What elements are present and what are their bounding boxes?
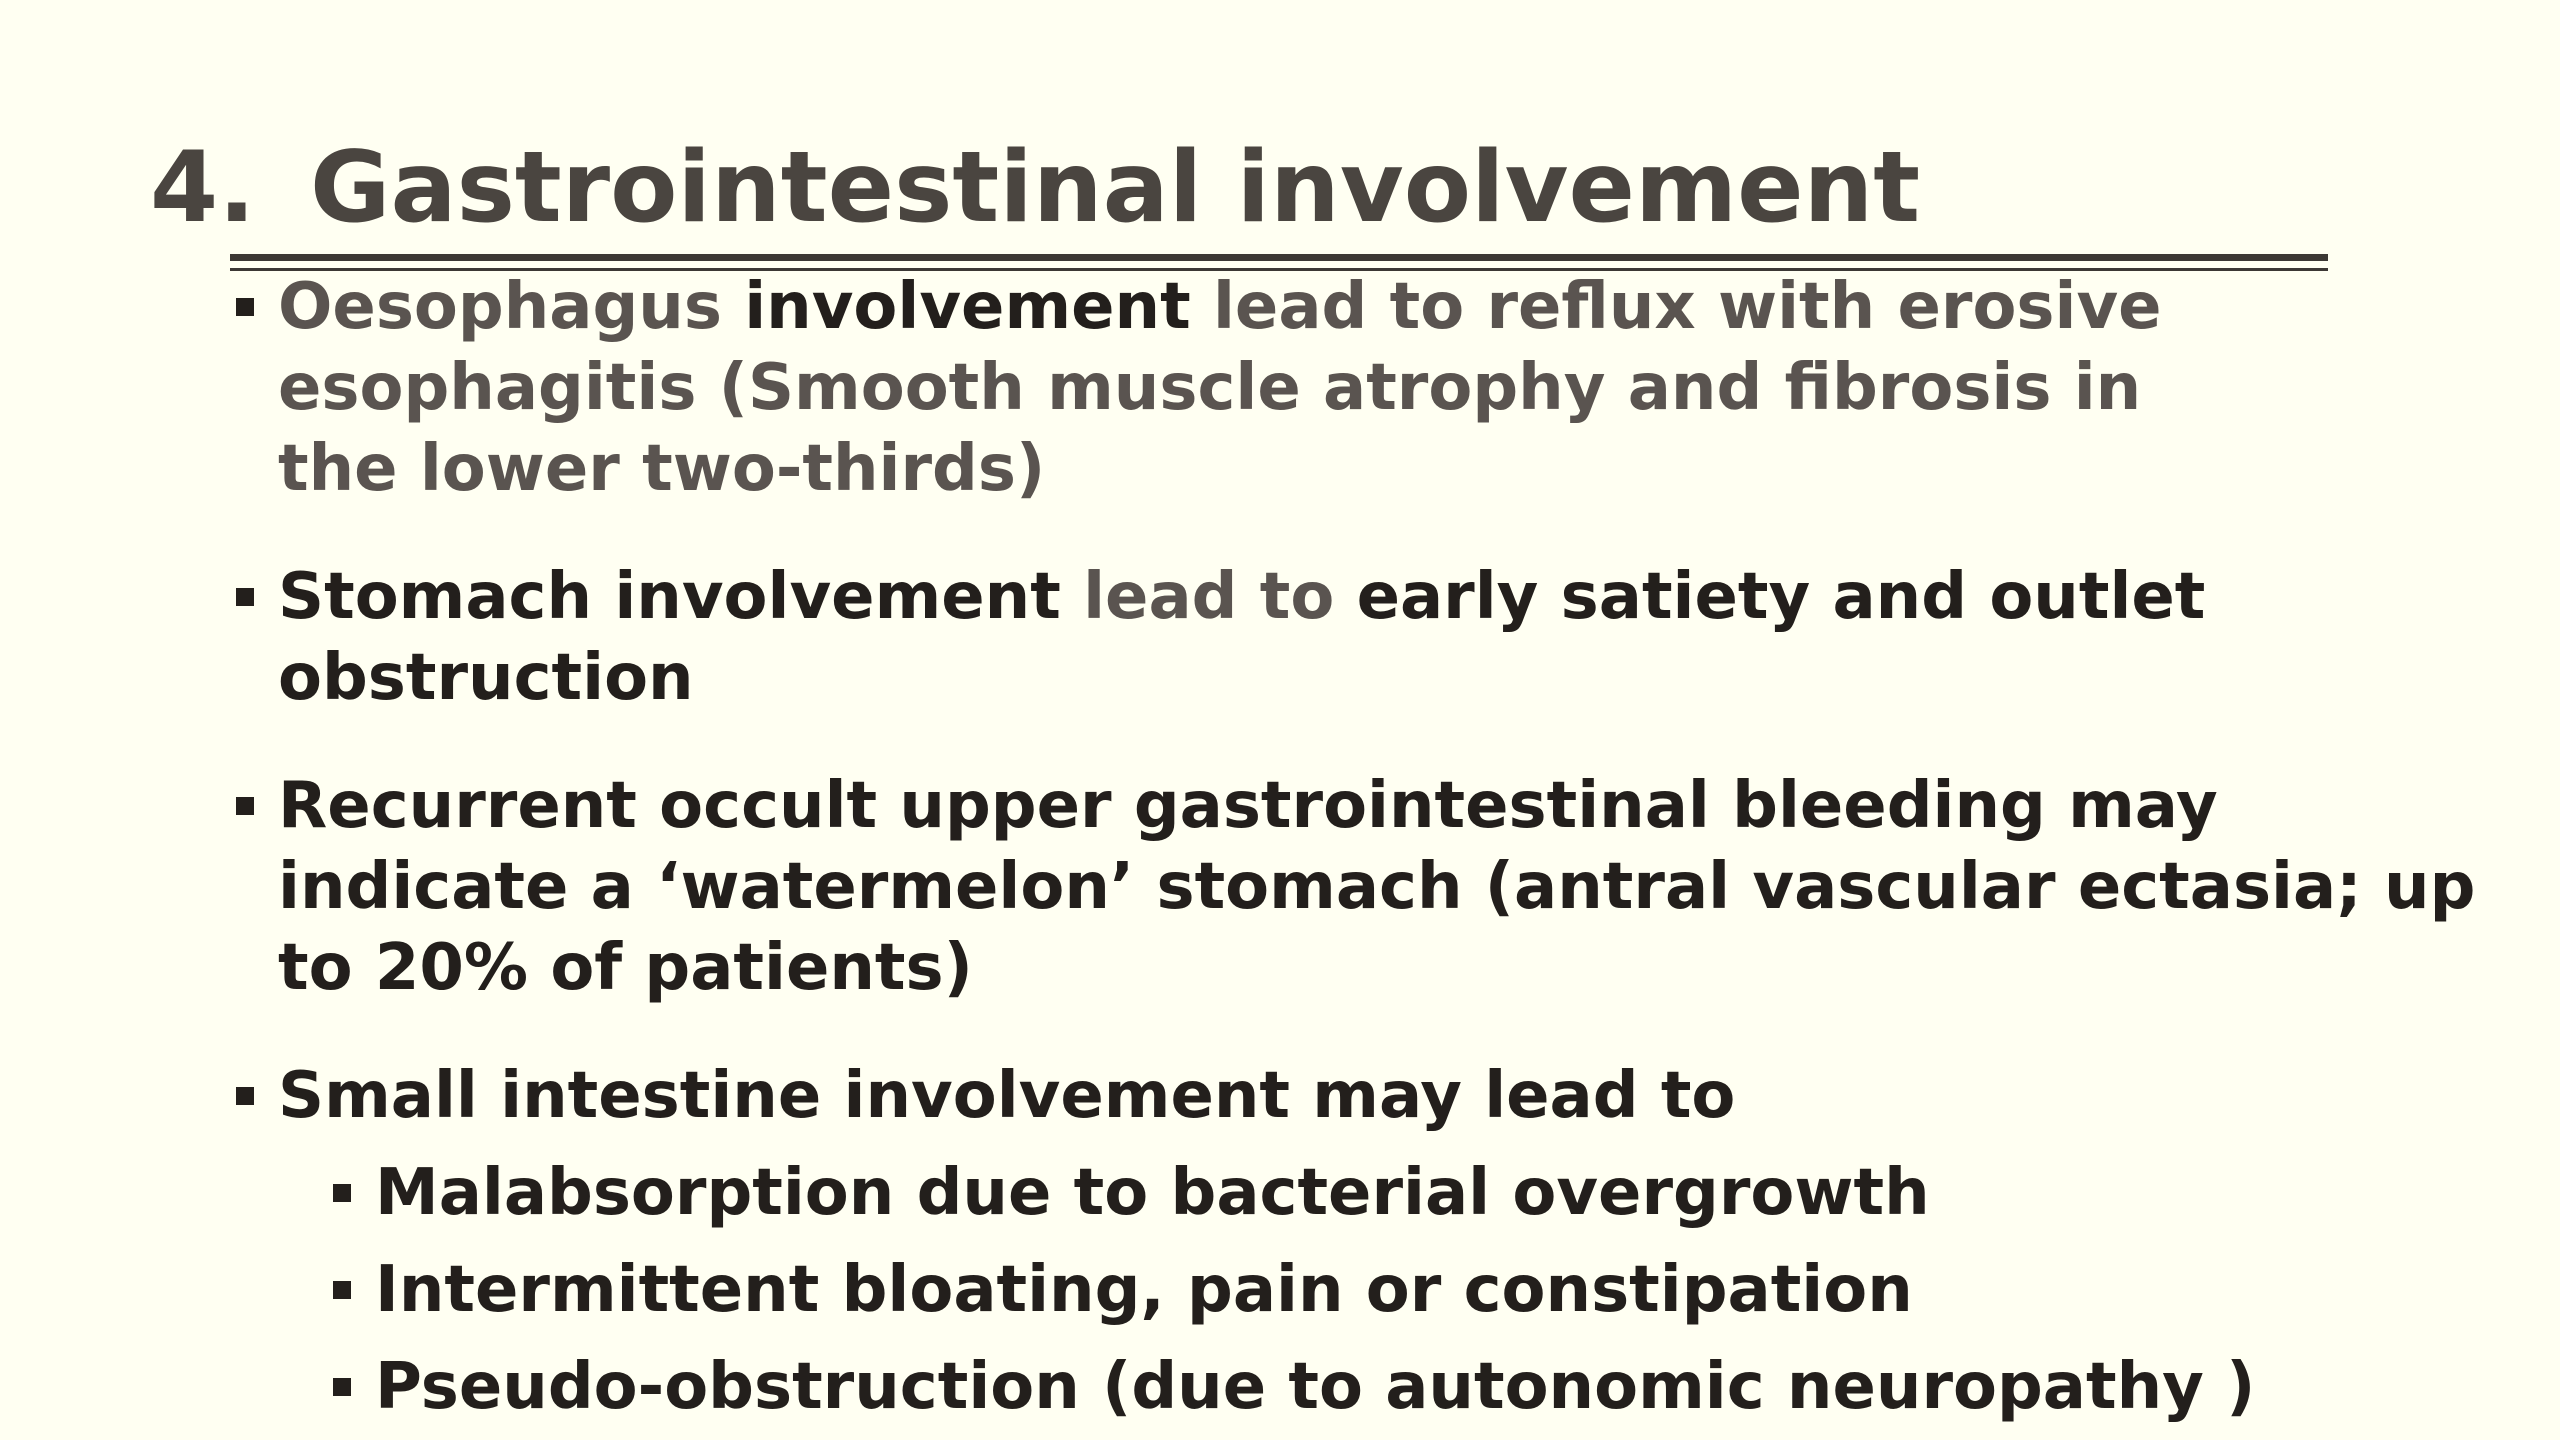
sub-bullet-bloating (375, 1250, 2560, 1331)
sub-bullet-text: Intermittent bloating, pain or constipation (375, 1253, 1913, 1327)
bleeding-text: Recurrent occult upper gastrointestinal bleeding may indicate a ‘watermelon’ stomach (antral vascular ectasia; up to 20% of patients) (278, 769, 2476, 1005)
stomach-lead-to: lead to (1083, 560, 1335, 634)
sub-bullet-malabsorption (375, 1153, 2560, 1234)
sub-bullet-text: Pseudo-obstruction (due to autonomic neuropathy ) (375, 1350, 2256, 1424)
square-bullet-icon (236, 1087, 254, 1105)
square-bullet-icon (236, 298, 254, 316)
square-bullet-icon (236, 797, 254, 815)
oesophagus-label: Oesophagus (278, 270, 745, 344)
bullet-oesophagus (278, 267, 2278, 510)
square-bullet-icon (333, 1378, 351, 1396)
bullet-bleeding (278, 766, 2488, 1009)
oesophagus-text: lead to reflux with erosive esophagitis (Smooth muscle atrophy and fibrosis in the lower two-thirds) (278, 270, 2162, 506)
square-bullet-icon (333, 1184, 351, 1202)
small-intestine-text: Small intestine involvement may lead to (278, 1059, 1736, 1133)
bullet-small-intestine (278, 1056, 2478, 1137)
title-number: 4. (150, 131, 256, 245)
stomach-text: early satiety and outlet obstruction (278, 560, 2206, 715)
stomach-label: Stomach involvement (278, 560, 1084, 634)
oesophagus-involvement: involvement (744, 270, 1191, 344)
sub-bullet-text: Malabsorption due to bacterial overgrowth (375, 1156, 1930, 1230)
sub-bullet-pseudo-obstruction (375, 1347, 2560, 1428)
square-bullet-icon (333, 1281, 351, 1299)
slide-title (150, 118, 1920, 258)
title-underline-thick (230, 254, 2328, 261)
title-text: Gastrointestinal involvement (310, 131, 1921, 245)
square-bullet-icon (236, 588, 254, 606)
bullet-stomach (278, 557, 2278, 719)
